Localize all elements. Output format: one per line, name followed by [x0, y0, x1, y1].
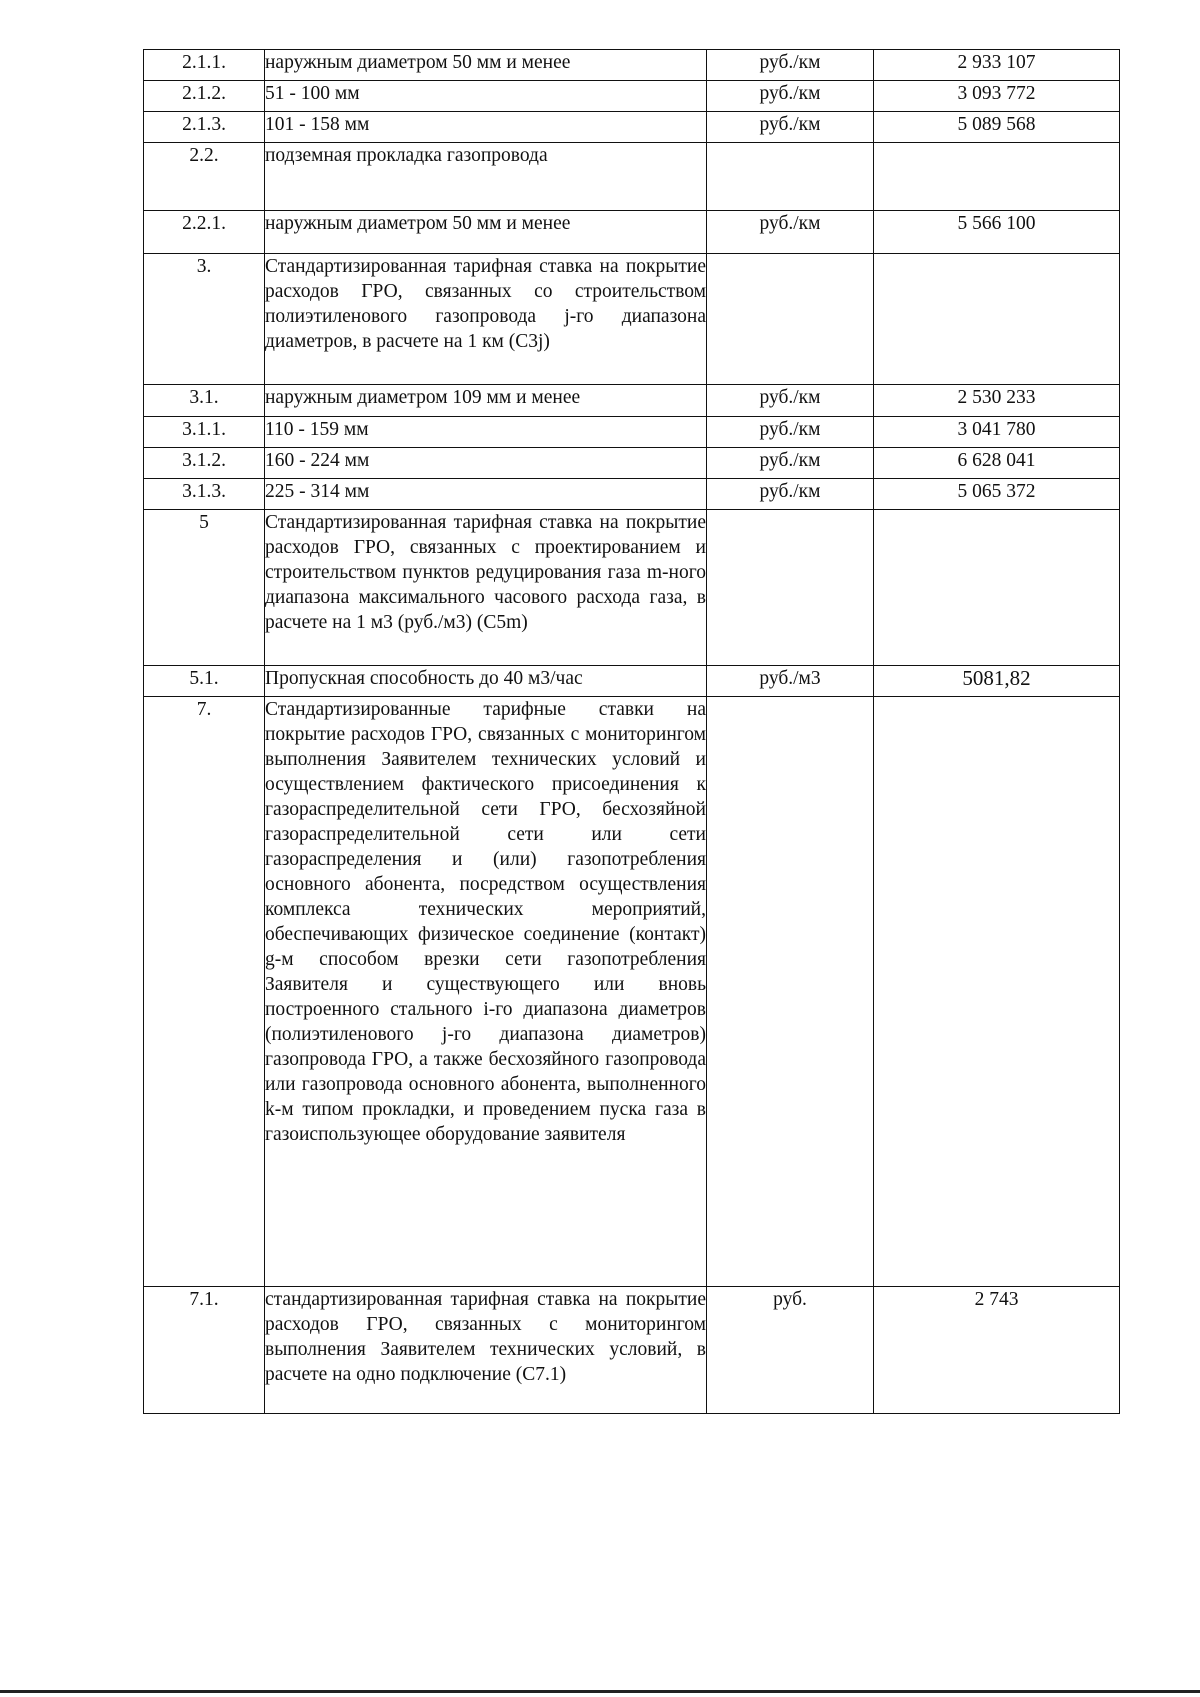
row-description: Стандартизированная тарифная ставка на покрытие расходов ГРО, связанных с проектированием и строительством пунктов редуцирования газа m-ного диапазона максимального часового расхода газа, в расчете на 1 м3 (руб./м3) (С5m) [265, 510, 707, 666]
row-description: 160 - 224 мм [265, 448, 707, 479]
row-description: 101 - 158 мм [265, 112, 707, 143]
row-value: 2 933 107 [874, 50, 1120, 81]
table-row [144, 697, 1120, 1287]
row-number: 3.1.1. [144, 417, 265, 448]
table-row [144, 50, 1120, 81]
row-description: Пропускная способность до 40 м3/час [265, 666, 707, 697]
table-row [144, 81, 1120, 112]
row-value: 5 065 372 [874, 479, 1120, 510]
row-unit: руб./км [707, 112, 874, 143]
row-number: 5 [144, 510, 265, 666]
row-description: наружным диаметром 50 мм и менее [265, 50, 707, 81]
row-description: 225 - 314 мм [265, 479, 707, 510]
row-number: 2.2. [144, 143, 265, 211]
row-number: 2.1.2. [144, 81, 265, 112]
table-row [144, 417, 1120, 448]
bottom-rule [0, 1690, 1200, 1693]
row-description: подземная прокладка газопровода [265, 143, 707, 211]
table-row [144, 112, 1120, 143]
row-number: 3. [144, 254, 265, 385]
row-unit: руб./км [707, 211, 874, 254]
row-description: 110 - 159 мм [265, 417, 707, 448]
tariff-rates-table [143, 49, 1120, 1414]
row-number: 3.1.3. [144, 479, 265, 510]
row-number: 2.1.1. [144, 50, 265, 81]
row-unit: руб./км [707, 385, 874, 417]
table-row [144, 1287, 1120, 1414]
row-value [874, 510, 1120, 666]
row-unit [707, 697, 874, 1287]
row-unit: руб./км [707, 417, 874, 448]
row-unit: руб. [707, 1287, 874, 1414]
row-value [874, 254, 1120, 385]
row-unit [707, 143, 874, 211]
row-description: стандартизированная тарифная ставка на покрытие расходов ГРО, связанных с мониторингом выполнения Заявителем технических условий, в расчете на одно подключение (С7.1) [265, 1287, 707, 1414]
table-row [144, 510, 1120, 666]
row-unit [707, 510, 874, 666]
row-value [874, 697, 1120, 1287]
row-unit [707, 254, 874, 385]
table-row [144, 385, 1120, 417]
row-unit: руб./м3 [707, 666, 874, 697]
table-row [144, 448, 1120, 479]
row-value: 2 530 233 [874, 385, 1120, 417]
table-row [144, 666, 1120, 697]
row-number: 7. [144, 697, 265, 1287]
table-row [144, 211, 1120, 254]
row-description: наружным диаметром 50 мм и менее [265, 211, 707, 254]
row-value [874, 143, 1120, 211]
row-number: 5.1. [144, 666, 265, 697]
table-row [144, 254, 1120, 385]
row-value: 5 566 100 [874, 211, 1120, 254]
row-unit: руб./км [707, 448, 874, 479]
row-value: 6 628 041 [874, 448, 1120, 479]
row-number: 7.1. [144, 1287, 265, 1414]
row-description: Стандартизированная тарифная ставка на покрытие расходов ГРО, связанных со строительством полиэтиленового газопровода j-го диапазона диаметров, в расчете на 1 км (С3j) [265, 254, 707, 385]
row-description: Стандартизированные тарифные ставки на покрытие расходов ГРО, связанных с мониторингом выполнения Заявителем технических условий и осуществлением фактического присоединения к газораспределительной сети ГРО, бесхозяйной газораспределительной сети или сети газораспределения и (или) газопотребления основного абонента, посредством осуществления комплекса технических мероприятий, обеспечивающих физическое соединение (контакт) g-м способом врезки сети газопотребления Заявителя и существующего или вновь построенного стального i-го диапазона диаметров (полиэтиленового j-го диапазона диаметров) газопровода ГРО, а также бесхозяйного газопровода или газопровода основного абонента, выполненного k-м типом прокладки, и проведением пуска газа в газоиспользующее оборудование заявителя [265, 697, 707, 1287]
row-unit: руб./км [707, 81, 874, 112]
row-value: 3 041 780 [874, 417, 1120, 448]
table-row [144, 479, 1120, 510]
row-value: 2 743 [874, 1287, 1120, 1414]
row-number: 3.1. [144, 385, 265, 417]
row-number: 2.2.1. [144, 211, 265, 254]
table-row [144, 143, 1120, 211]
row-value: 3 093 772 [874, 81, 1120, 112]
row-description: 51 - 100 мм [265, 81, 707, 112]
row-value: 5 089 568 [874, 112, 1120, 143]
row-number: 2.1.3. [144, 112, 265, 143]
row-number: 3.1.2. [144, 448, 265, 479]
row-value: 5081,82 [874, 666, 1120, 697]
row-description: наружным диаметром 109 мм и менее [265, 385, 707, 417]
row-unit: руб./км [707, 479, 874, 510]
row-unit: руб./км [707, 50, 874, 81]
